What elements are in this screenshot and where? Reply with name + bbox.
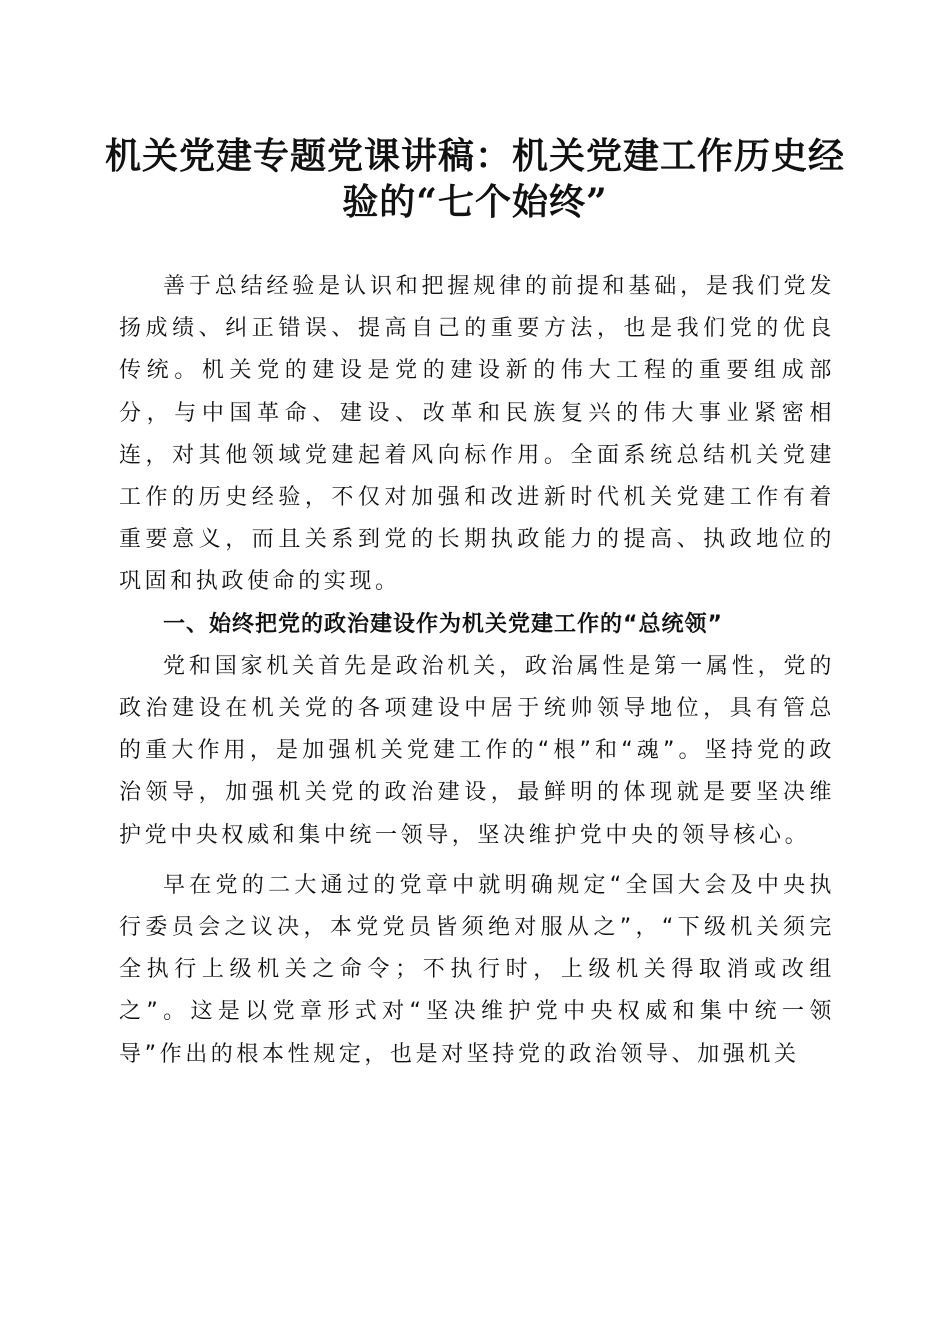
document-title: 机关党建专题党课讲稿：机关党建工作历史经验的“七个始终”: [104, 135, 845, 223]
section-1-paragraph-1: 党和国家机关首先是政治机关，政治属性是第一属性，党的政治建设在机关党的各项建设中居于统帅领导地位，具有管总的重大作用，是加强机关党建工作的“根”和“魂”。坚持党的政治领导，加强机关党的政治建设，最鲜明的体现就是要坚决维护党中央权威和集中统一领导，坚决维护党中央的领导核心。: [119, 653, 835, 848]
intro-paragraph: 善于总结经验是认识和把握规律的前提和基础，是我们党发扬成绩、纠正错误、提高自己的重要方法，也是我们党的优良传统。机关党的建设是党的建设新的伟大工程的重要组成部分，与中国革命、建设、改革和民族复兴的伟大事业紧密相连，对其他领域党建起着风向标作用。全面系统总结机关党建工作的历史经验，不仅对加强和改进新时代机关党建工作有着重要意义，而且关系到党的长期执政能力的提高、执政地位的巩固和执政使命的实现。: [119, 274, 835, 595]
document-body: [119, 266, 835, 1076]
paragraph-gap: [119, 857, 835, 865]
section-1-paragraph-2: 早在党的二大通过的党章中就明确规定“全国大会及中央执行委员会之议决，本党党员皆须绝对服从之”，“下级机关须完全执行上级机关之命令；不执行时，上级机关得取消或改组之”。这是以党章形式对“坚决维护党中央权威和集中统一领导”作出的根本性规定，也是对坚持党的政治领导、加强机关: [119, 872, 835, 1067]
section-heading-1: 一、始终把党的政治建设作为机关党建工作的“总统领”: [163, 611, 723, 637]
